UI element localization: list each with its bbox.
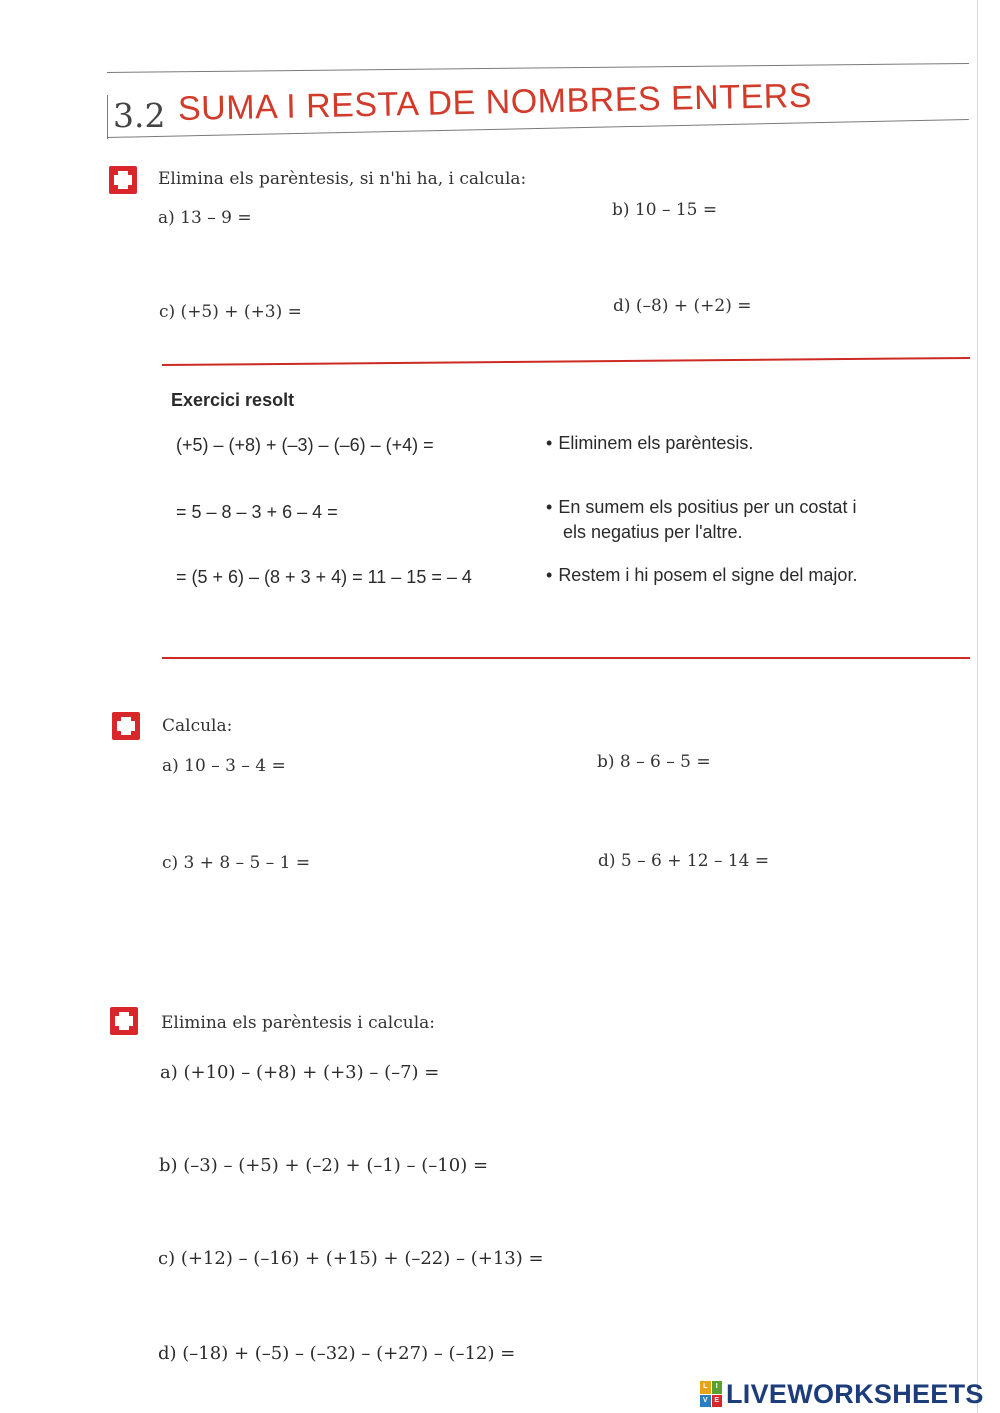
- exercise1-item-d: d) (–8) + (+2) =: [613, 296, 752, 316]
- title-frame-left: [107, 95, 108, 139]
- exercise-difficulty-icon: [109, 166, 137, 194]
- exercise2-item-c: c) 3 + 8 – 5 – 1 =: [162, 853, 311, 873]
- logo-text: LIVEWORKSHEETS: [726, 1378, 984, 1409]
- exercise3-item-c: c) (+12) – (–16) + (+15) + (–22) – (+13) =: [158, 1248, 544, 1269]
- solved-bottom-rule: [162, 657, 970, 659]
- solved-step-1: (+5) – (+8) + (–3) – (–6) – (+4) =: [176, 435, 434, 455]
- exercise2-instruction: Calcula:: [162, 716, 233, 736]
- exercise2-item-a: a) 10 – 3 – 4 =: [162, 756, 286, 776]
- exercise-difficulty-icon: [110, 1007, 138, 1035]
- solved-note-3: • Restem i hi posem el signe del major.: [546, 565, 857, 586]
- page-edge-line: [977, 0, 978, 1413]
- solved-heading: Exercici resolt: [171, 390, 295, 410]
- exercise3-item-d: d) (–18) + (–5) – (–32) – (+27) – (–12) =: [158, 1343, 516, 1364]
- exercise2-item-b: b) 8 – 6 – 5 =: [597, 752, 711, 772]
- title-frame-top: [107, 63, 969, 73]
- section-title: SUMA I RESTA DE NOMBRES ENTERS: [177, 76, 813, 128]
- solved-note-1: • Eliminem els parèntesis.: [546, 433, 753, 454]
- section-number: 3.2: [113, 96, 166, 135]
- solved-note-2-cont: els negatius per l'altre.: [563, 522, 743, 542]
- solved-step-2: = 5 – 8 – 3 + 6 – 4 =: [176, 502, 338, 522]
- exercise2-item-d: d) 5 – 6 + 12 – 14 =: [598, 851, 770, 871]
- exercise1-item-a: a) 13 – 9 =: [158, 208, 252, 228]
- liveworksheets-logo[interactable]: [700, 1378, 984, 1410]
- logo-icon: L I V E: [700, 1381, 722, 1407]
- exercise3-instruction: Elimina els parèntesis i calcula:: [161, 1013, 435, 1033]
- solved-note-2: • En sumem els positius per un costat i: [546, 497, 856, 518]
- exercise-difficulty-icon: [112, 712, 140, 740]
- exercise1-instruction: Elimina els parèntesis, si n'hi ha, i calcula:: [158, 169, 527, 189]
- exercise1-item-c: c) (+5) + (+3) =: [159, 302, 302, 322]
- solved-step-3: = (5 + 6) – (8 + 3 + 4) = 11 – 15 = – 4: [176, 567, 472, 587]
- solved-top-rule: [162, 357, 970, 366]
- exercise3-item-a: a) (+10) – (+8) + (+3) – (–7) =: [160, 1062, 440, 1083]
- exercise3-item-b: b) (–3) – (+5) + (–2) + (–1) – (–10) =: [159, 1155, 489, 1176]
- exercise1-item-b: b) 10 – 15 =: [612, 200, 718, 220]
